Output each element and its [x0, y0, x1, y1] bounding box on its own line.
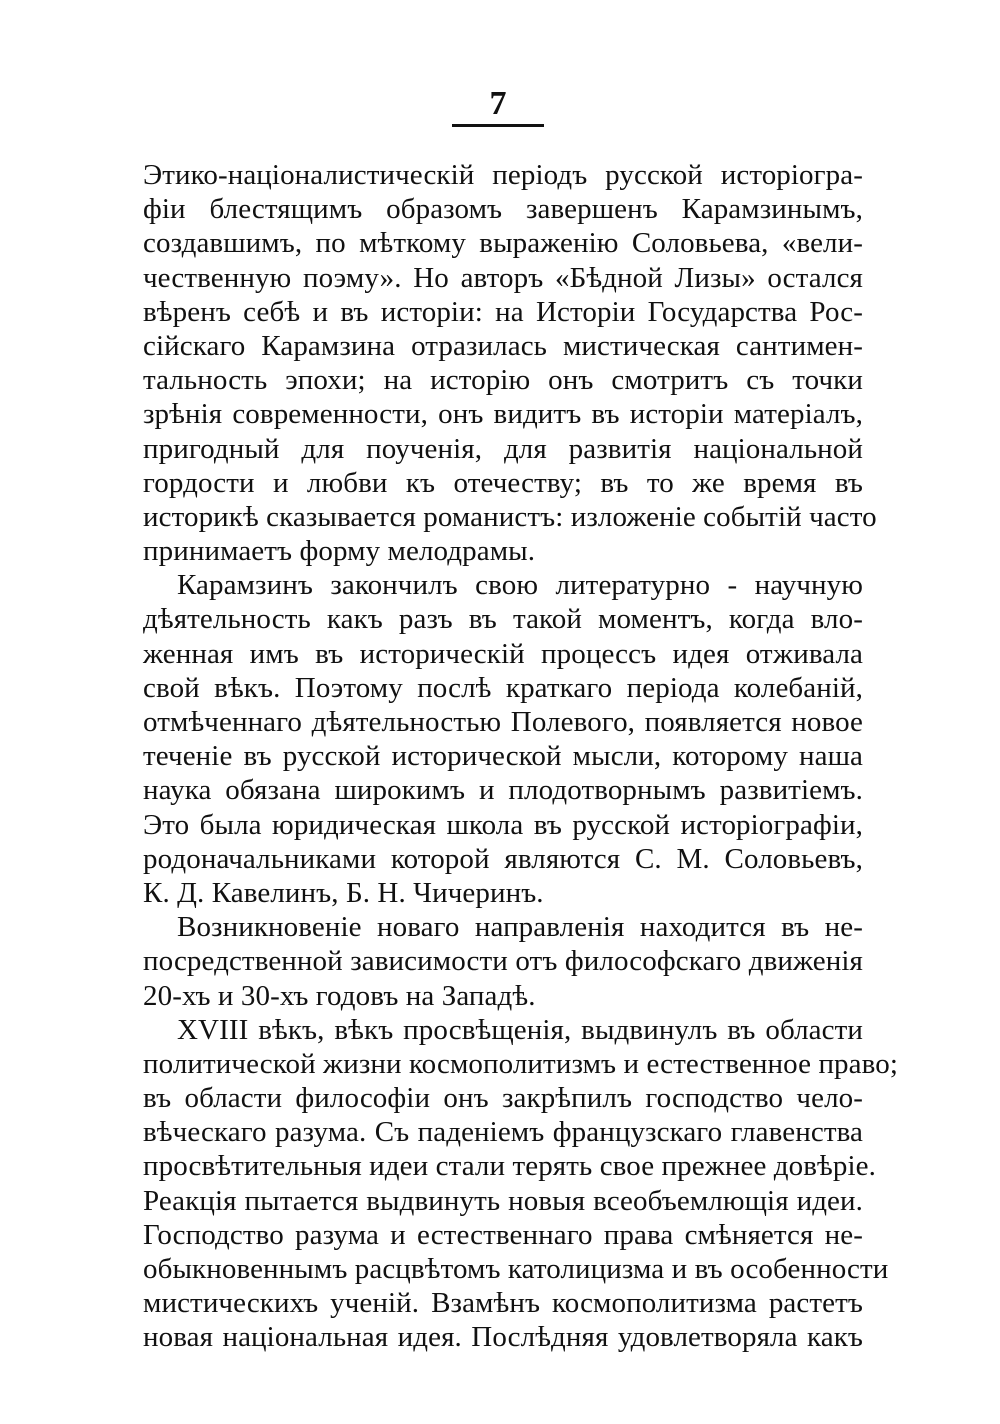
text-line: К. Д. Кавелинъ, Б. Н. Чичеринъ.: [143, 876, 544, 909]
text-line: историкѣ сказывается романистъ: изложеніе событій часто: [143, 500, 877, 533]
text-line: политической жизни космополитизмъ и естественное право;: [143, 1047, 898, 1080]
text-line: мистическихъ ученій. Взамѣнъ космополитизма растетъ: [143, 1287, 863, 1320]
text-line: посредственной зависимости отъ философскаго движенія: [143, 945, 863, 978]
text-line: дѣятельность какъ разъ въ такой моментъ, когда вло-: [143, 603, 863, 636]
text-line: наука обязана широкимъ и плодотворнымъ развитіемъ.: [143, 774, 863, 807]
text-line: создавшимъ, по мѣткому выраженію Соловьева, «вели-: [143, 227, 863, 260]
text-line: свой вѣкъ. Поэтому послѣ краткаго періода колебаній,: [143, 671, 863, 704]
text-line: пригодный для поученія, для развитія національной: [143, 432, 863, 465]
text-line: Господство разума и естественнаго права смѣняется не-: [143, 1218, 863, 1251]
text-line: чественную поэму». Но авторъ «Бѣдной Лизы» остался: [143, 261, 863, 294]
text-line: тальность эпохи; на исторію онъ смотритъ съ точки: [143, 364, 863, 397]
text-line: Возникновеніе новаго направленія находится въ не-: [177, 911, 863, 944]
text-line: женная имъ въ историческій процессъ идея отживала: [143, 637, 863, 670]
text-line: гордости и любви къ отечеству; въ то же время въ: [143, 466, 863, 499]
text-line: фіи блестящимъ образомъ завершенъ Карамзинымъ,: [143, 193, 863, 226]
text-line: просвѣтительныя идеи стали терять свое прежнее довѣріе.: [143, 1150, 876, 1183]
text-line: новая національная идея. Послѣдняя удовлетворяла какъ: [143, 1321, 863, 1354]
text-line: Реакція пытается выдвинуть новыя всеобъемлющія идеи.: [143, 1184, 863, 1217]
text-line: XVIII вѣкъ, вѣкъ просвѣщенія, выдвинулъ въ области: [177, 1013, 863, 1046]
body-text: [143, 158, 898, 1355]
page-number-rule: [452, 124, 544, 127]
text-line: Этико-націоналистическій періодъ русской исторіогра-: [143, 159, 863, 191]
text-line: вѣренъ себѣ и въ исторіи: на Исторіи Государства Рос-: [143, 295, 863, 328]
text-line: отмѣченнаго дѣятельностью Полевого, появляется новое: [143, 706, 863, 738]
text-line: сійскаго Карамзина отразилась мистическая сантимен-: [143, 329, 863, 362]
text-line: обыкновеннымъ расцвѣтомъ католицизма и въ особенности: [143, 1253, 889, 1285]
text-line: родоначальниками которой являются С. М. Соловьевъ,: [143, 842, 863, 875]
text-line: 20-хъ и 30-хъ годовъ на Западѣ.: [143, 979, 536, 1012]
text-line: вѣческаго разума. Съ паденіемъ французскаго главенства: [143, 1116, 863, 1149]
text-line: въ области философіи онъ закрѣпилъ господство чело-: [143, 1082, 863, 1115]
text-line: зрѣнія современности, онъ видитъ въ исторіи матеріалъ,: [143, 398, 863, 431]
text-line: теченіе въ русской исторической мысли, которому наша: [143, 740, 863, 773]
text-line: принимаетъ форму мелодрамы.: [143, 535, 536, 568]
text-line: Карамзинъ закончилъ свою литературно - научную: [177, 569, 863, 602]
text-line: Это была юридическая школа въ русской исторіографіи,: [143, 808, 863, 841]
page-number: 7: [489, 85, 507, 122]
